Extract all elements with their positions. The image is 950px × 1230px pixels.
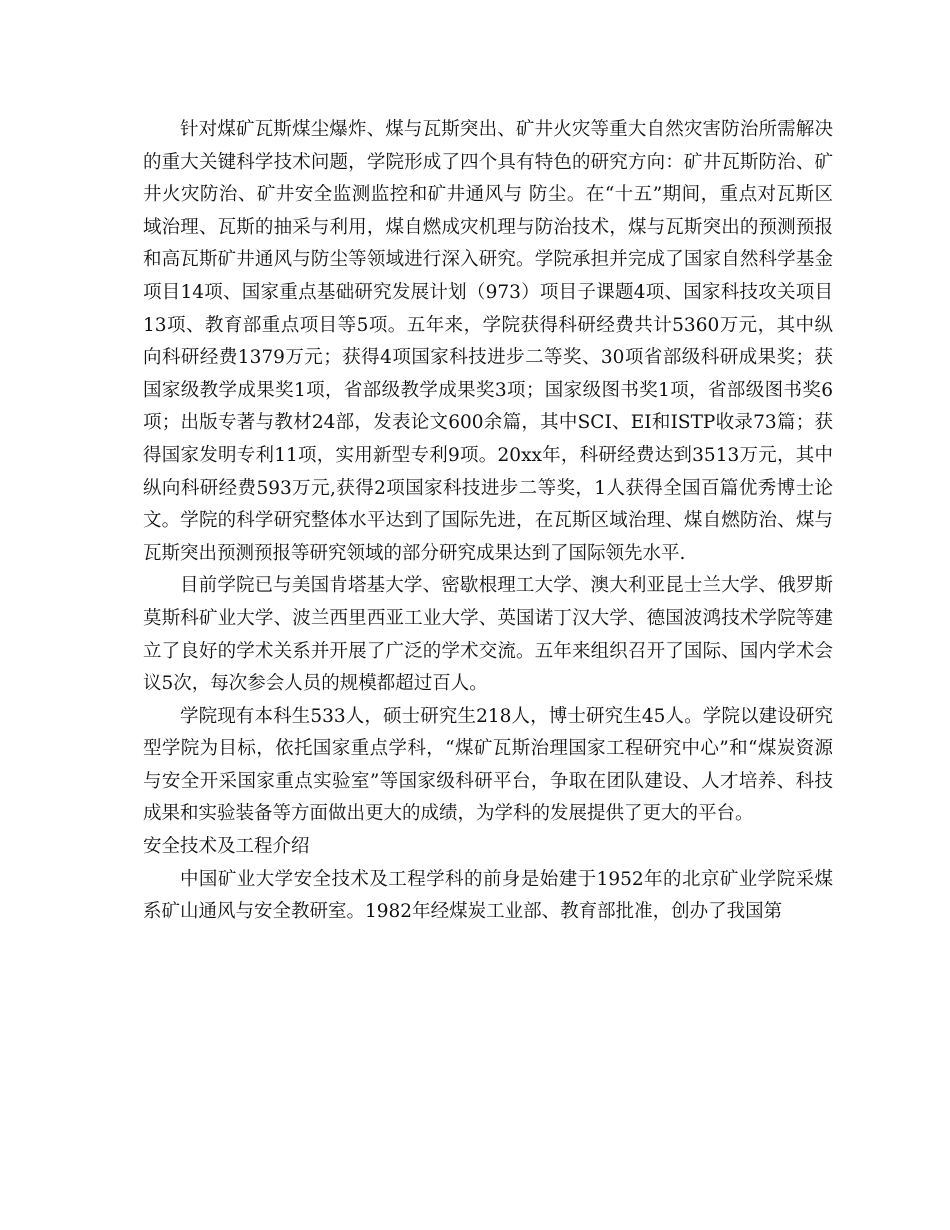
paragraph-research-directions: 针对煤矿瓦斯煤尘爆炸、煤与瓦斯突出、矿井火灾等重大自然灾害防治所需解决的重大关键科学技术问题，学院形成了四个具有特色的研究方向：矿井瓦斯防治、矿井火灾防治、矿井安全监测监控和矿井通风与 防尘。在“十五”期间，重点对瓦斯区域治理、瓦斯的抽采与利用，煤自燃成灾机理与防治技术，煤与瓦斯突出的预测预报和高瓦斯矿井通风与防尘等领域进行深入研究。学院承担并完成了国家自然科学基金项目14项、国家重点基础研究发展计划（973）项目子课题4项、国家科技攻关项目13项、教育部重点项目等5项。五年来，学院获得科研经费共计5360万元，其中纵向科研经费1379万元；获得4项国家科技进步二等奖、30项省部级科研成果奖；获国家级教学成果奖1项，省部级教学成果奖3项；国家级图书奖1项，省部级图书奖6项；出版专著与教材24部，发表论文600余篇，其中SCI、EI和ISTP收录73篇；获得国家发明专利11项，实用新型专利9项。20xx年，科研经费达到3513万元，其中纵向科研经费593万元,获得2项国家科技进步二等奖，1人获得全国百篇优秀博士论文。学院的科学研究整体水平达到了国际先进，在瓦斯区域治理、煤自燃防治、煤与瓦斯突出预测预报等研究领域的部分研究成果达到了国际领先水平. bbox=[143, 119, 833, 564]
document-page bbox=[143, 114, 833, 929]
paragraph-international-exchange: 目前学院已与美国肯塔基大学、密歇根理工大学、澳大利亚昆士兰大学、俄罗斯莫斯科矿业大学、波兰西里西亚工业大学、英国诺丁汉大学、德国波鸿技术学院等建立了良好的学术关系并开展了广泛的学术交流。五年来组织召开了国际、国内学术会议5次，每次参会人员的规模都超过百人。 bbox=[143, 575, 833, 695]
paragraph-students-platform: 学院现有本科生533人，硕士研究生218人，博士研究生45人。学院以建设研究型学院为目标，依托国家重点学科，“煤矿瓦斯治理国家工程研究中心”和“煤炭资源与安全开采国家重点实验室”等国家级科研平台，争取在团队建设、人才培养、科技成果和实验装备等方面做出更大的成绩，为学科的发展提供了更大的平台。 bbox=[143, 705, 833, 825]
paragraph-discipline-history: 中国矿业大学安全技术及工程学科的前身是始建于1952年的北京矿业学院采煤系矿山通风与安全教研室。1982年经煤炭工业部、教育部批准，创办了我国第 bbox=[143, 868, 833, 923]
section-heading: 安全技术及工程介绍 bbox=[143, 836, 310, 858]
